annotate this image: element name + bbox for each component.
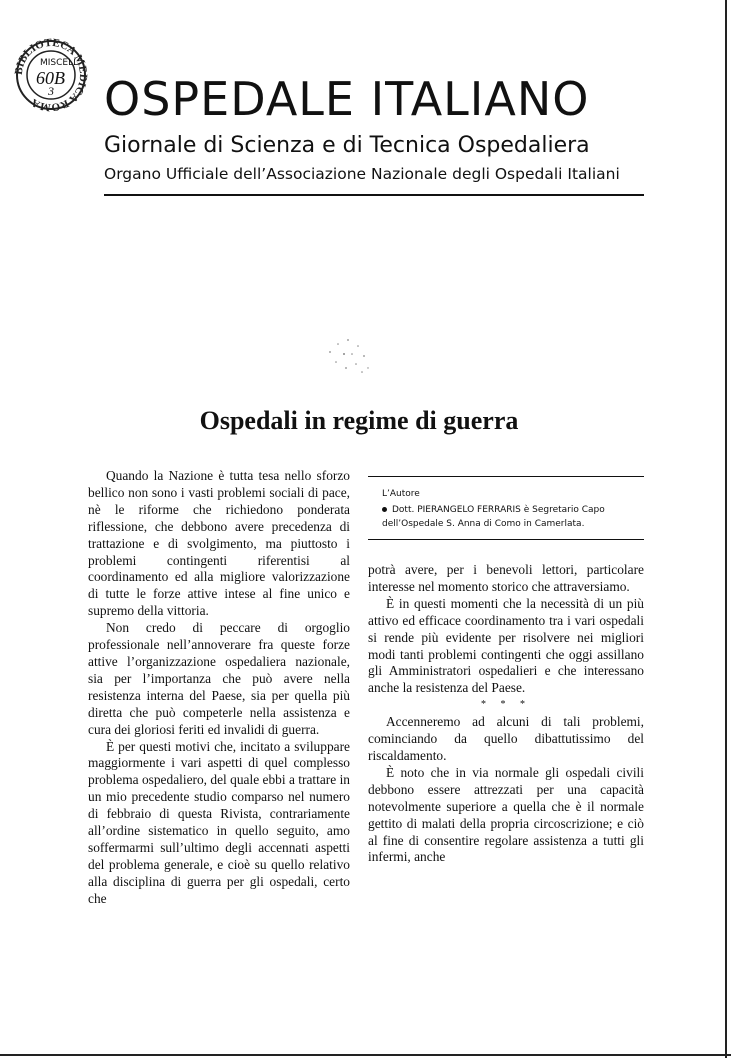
left-column <box>88 468 350 908</box>
page-edge-bottom <box>0 1054 731 1056</box>
stamp-number: 60B <box>36 68 65 88</box>
paragraph: Accenneremo ad alcuni di tali problemi, cominciando da quello dibattutissimo del riscaldamento. <box>368 714 644 763</box>
section-separator: * * * <box>481 699 531 711</box>
paragraph: È in questi momenti che la necessità di un più attivo ed efficace coordinamento tra i vari ospedali si rende più evidente per risolvere nei migliori modi tanti problemi contingenti che oggi assillano gli Amministratori ospedalieri e che interessano anche la resistenza del Paese. <box>368 595 644 696</box>
paragraph: Quando la Nazione è tutta tesa nello sforzo bellico non sono i vasti problemi sociali di pace, nè le riforme che richiedono ponderata riflessione, che debbono avere precedenza di trattazione e di svolgimento, ma piuttosto i problemi contingenti riferentisi al coordinamento ed alla migliore valorizzazione di tutte le forze attive intese al fine unico e supremo della vittoria. <box>88 468 350 619</box>
stamp-code: MISCELL <box>40 58 79 68</box>
author-note-text: Dott. PIERANGELO FERRARIS è Segretario Capo dell’Ospedale S. Anna di Como in Camerlata. <box>382 505 605 529</box>
page-edge-right <box>725 0 727 1058</box>
journal-title: OSPEDALE ITALIANO <box>104 72 590 126</box>
journal-subtitle: Giornale di Scienza e di Tecnica Ospedaliera <box>104 133 590 158</box>
masthead-divider <box>104 194 644 196</box>
paragraph: È noto che in via normale gli ospedali civili debbono essere attrezzati per una capacità notevolmente superiore a quella che è il normale gettito di malati della propria circoscrizione; e ciò al fine di consentire regolare assistenza a tutti gli infermi, anche <box>368 764 644 865</box>
right-column <box>368 562 644 866</box>
paragraph: Non credo di peccare di orgoglio professionale nell’annoverare fra queste forze attive l’organizzazione ospedaliera nazionale, sia per l’importanza che può avere nella resistenza interna del Paese, sia per quella più diretta che può competerle nella assistenza e cura dei gloriosi feriti ed invalidi di guerra. <box>88 620 350 737</box>
paragraph: È per questi motivi che, incitato a sviluppare maggiormente i vari aspetti di quel complesso problema ospedaliero, del quale ebbi a trattare in un mio precedente studio comparso nel numero di febbraio di questa Rivista, contrariamente all’ordine sistematico in quello seguito, amo soffermarmi sull’ultimo degli accennati aspetti del problema generale, e cioè su quello relativo alla disciplina di guerra per gli ospedali, certo che <box>88 738 350 906</box>
bullet-icon <box>382 507 387 512</box>
author-label: L’Autore <box>382 489 420 499</box>
journal-organ-line: Organo Ufficiale dell’Associazione Nazionale degli Ospedali Italiani <box>104 165 620 183</box>
faint-ornament-icon <box>318 330 378 380</box>
paragraph: potrà avere, per i benevoli lettori, particolare interesse nel momento storico che attraversiamo. <box>368 562 644 594</box>
author-note <box>382 503 644 531</box>
stamp-sub-number: 3 <box>48 84 54 98</box>
library-stamp <box>14 38 88 112</box>
stamp-ring-text: BIBLIOTECA MEDICA ROMA <box>14 38 88 112</box>
article-title: Ospedali in regime di guerra <box>199 406 519 435</box>
author-box <box>368 476 644 540</box>
